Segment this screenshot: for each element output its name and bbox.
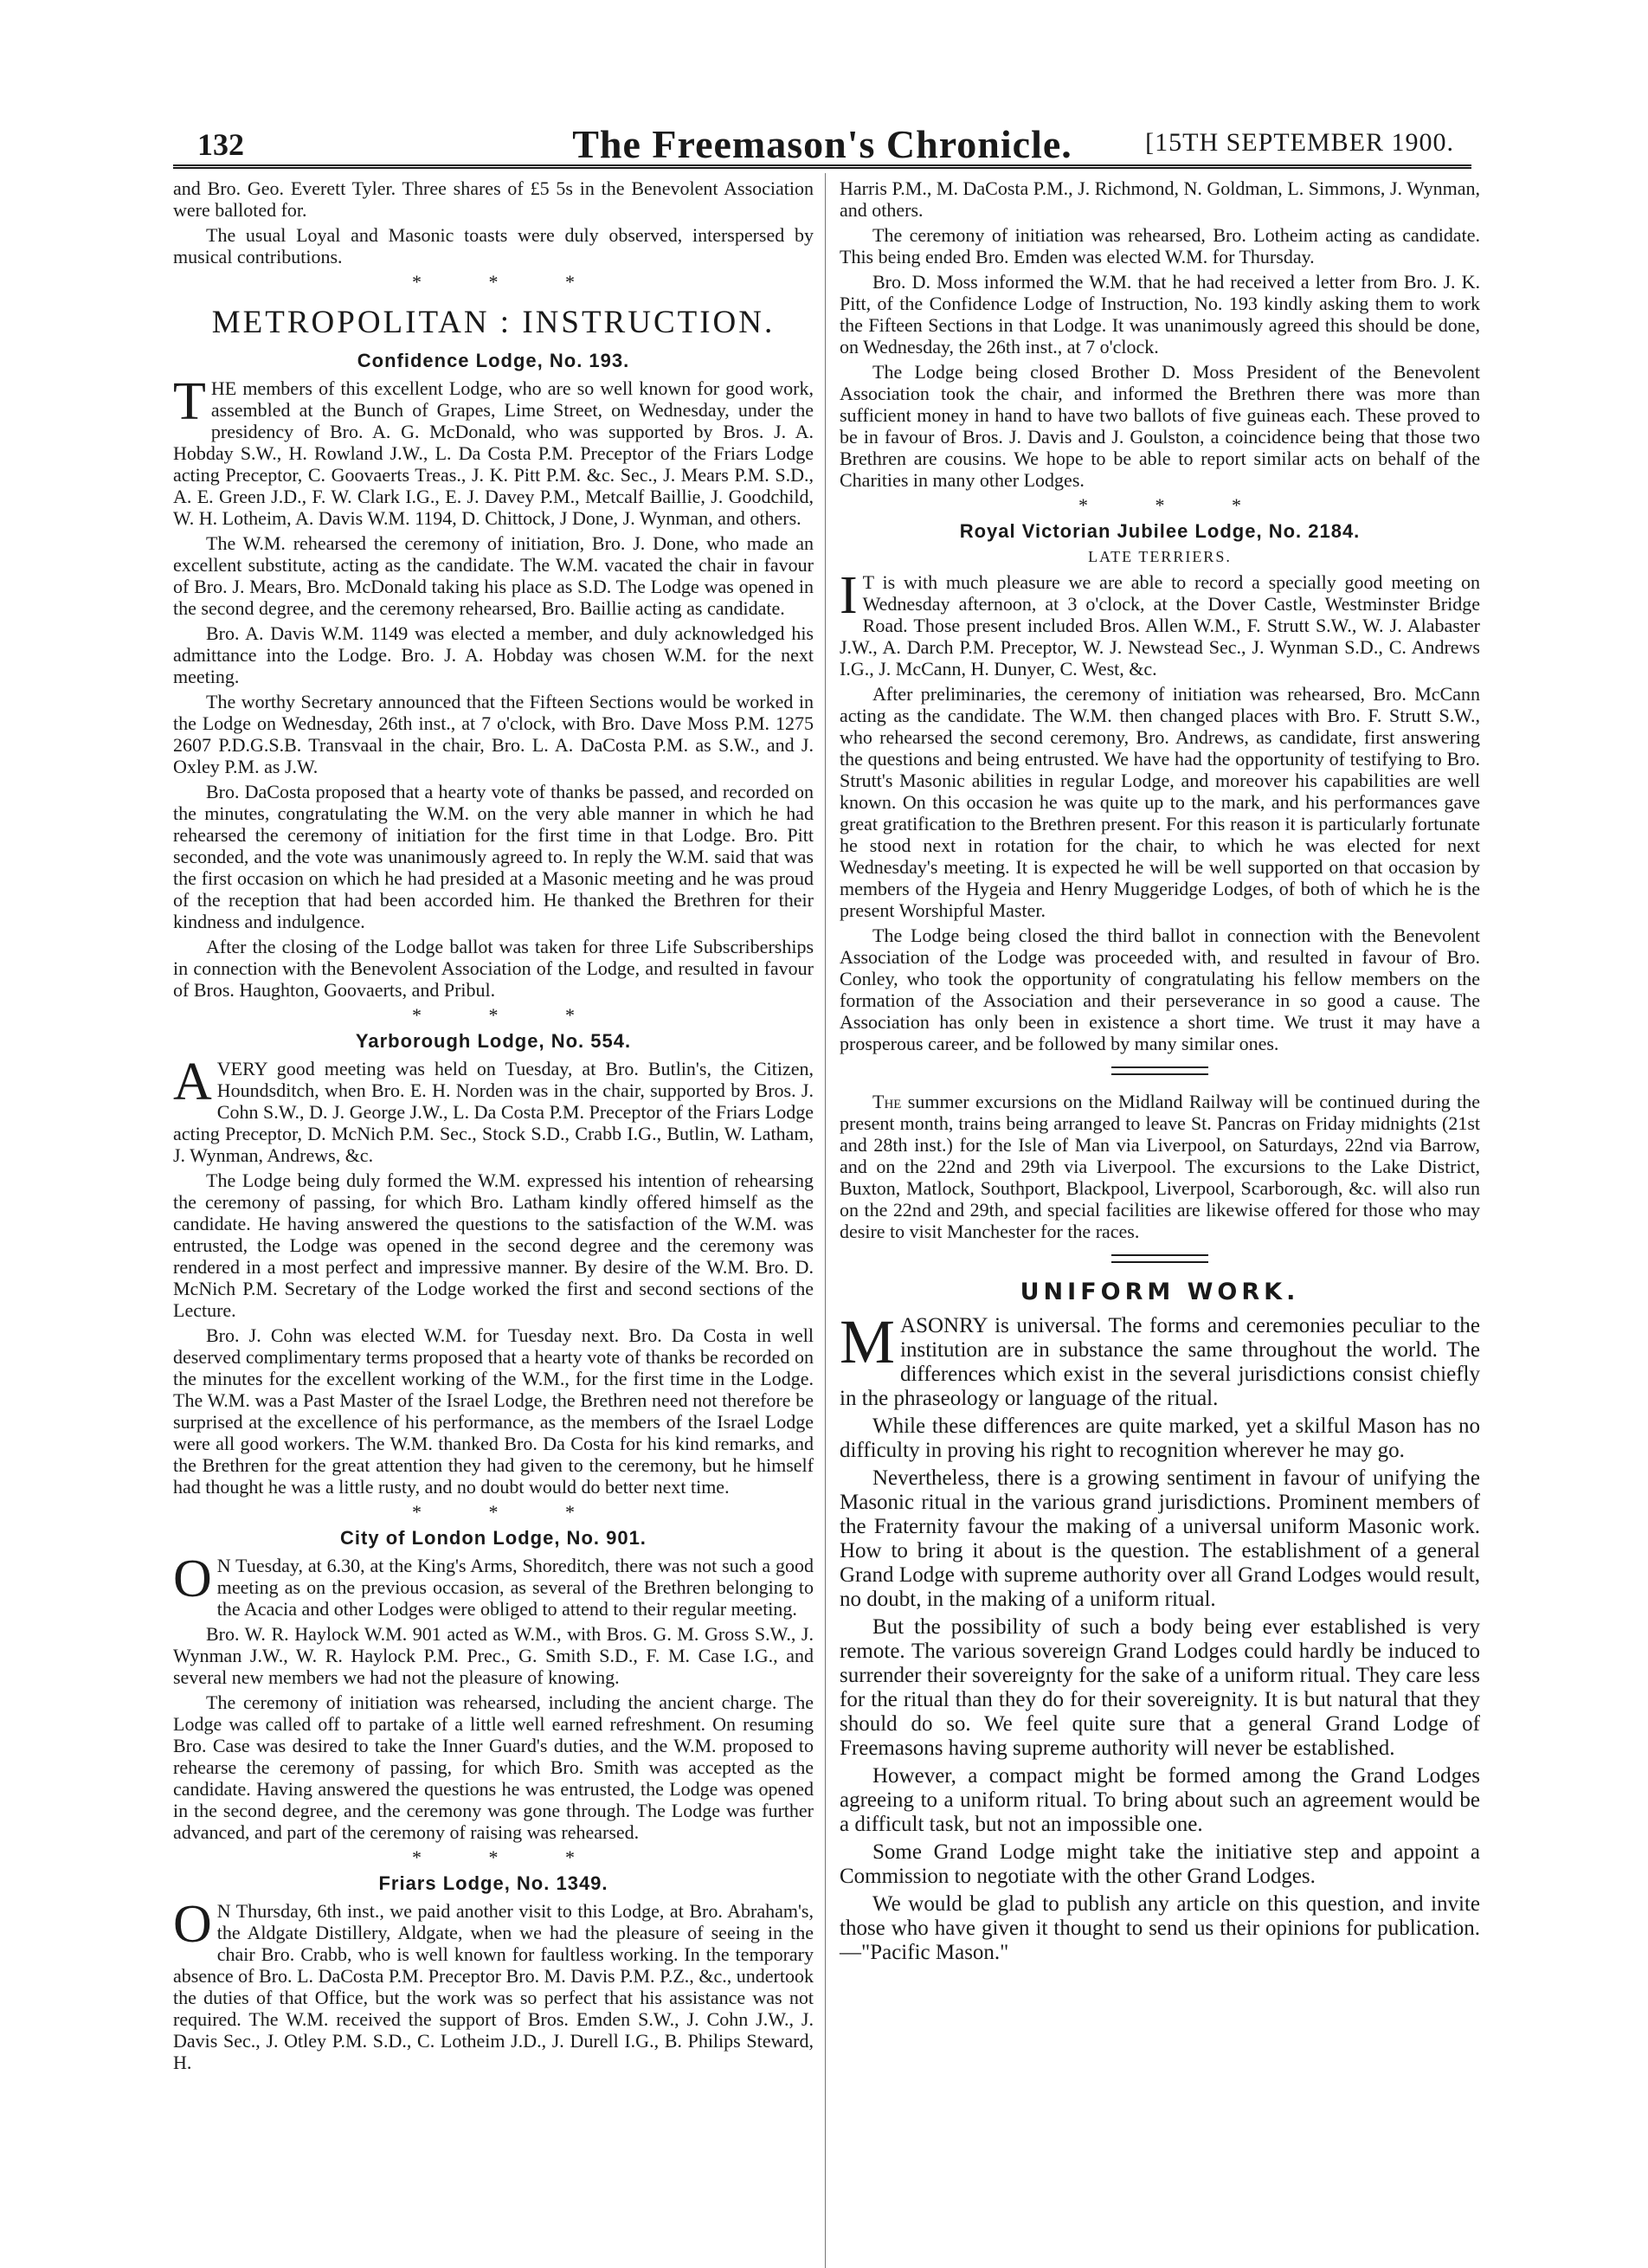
article-friars-lodge (173, 1872, 814, 2073)
article-paragraph: After the closing of the Lodge ballot was taken for three Life Subscriberships in connection with the Benevolent Association of the Lodge, and resulted in favour of Bros. Haughton, Goovaerts, and Pribul. (173, 936, 814, 1001)
article-paragraph: The W.M. rehearsed the ceremony of initiation, Bro. J. Done, who made an excellent substitute, acting as the candidate. The W.M. vacated the chair in favour of Bro. J. Mears, Bro. McDonald taking his place as S.D. The Lodge was opened in the second degree, and the ceremony rehearsed, Bro. Baillie acting as candidate. (173, 532, 814, 619)
separator-stars: * * * (412, 271, 606, 293)
article-paragraph: While these differences are quite marked, yet a skilful Mason has no difficulty in proving his right to recognition wherever he may go. (840, 1414, 1480, 1462)
article-paragraph: However, a compact might be formed among the Grand Lodges agreeing to a uniform ritual. To bring about such an agreement would be a difficult task, but not an impossible one. (840, 1764, 1480, 1836)
column-divider (825, 173, 826, 2268)
article-royal-victorian-jubilee-lodge (840, 520, 1480, 1054)
drop-cap: O (173, 1550, 212, 1608)
separator-stars: * * * (412, 1846, 606, 1868)
article-yarborough-lodge (173, 1030, 814, 1498)
article-paragraph: N Thursday, 6th inst., we paid another visit to this Lodge, at Bro. Abraham's, the Aldgate Distillery, Aldgate, when we had the pleasure of seeing in the chair Bro. Crabb, who is well known for faultless working. In the temporary absence of Bro. L. DaCosta P.M. Preceptor Bro. M. Davis P.M. P.Z., &c., undertook the duties of that Office, but the work was so perfect that his assistance was not required. The W.M. received the support of Bros. Emden S.W., J. Cohn J.W., J. Davis Sec., J. Otley P.M. S.D., C. Lotheim J.D., J. Durell I.G., B. Philips Steward, H. (173, 1900, 814, 2073)
header-rule (173, 164, 1471, 169)
page-number: 132 (197, 127, 244, 162)
separator-stars: * * * (412, 1004, 606, 1026)
lodge-heading: Royal Victorian Jubilee Lodge, No. 2184. (959, 520, 1361, 542)
article-midland-railway (840, 1091, 1480, 1242)
article-paragraph: Some Grand Lodge might take the initiative step and appoint a Commission to negotiate with the other Grand Lodges. (840, 1840, 1480, 1888)
article-paragraph: We would be glad to publish any article on this question, and invite those who have given it thought to send us their opinions for publication.—"Pacific Mason." (840, 1892, 1480, 1964)
article-paragraph: N Tuesday, at 6.30, at the King's Arms, Shoreditch, there was not such a good meeting as on the previous occasion, as several of the Brethren belonging to the Acacia and other Lodges were obliged to attend to their regular meeting. (216, 1555, 814, 1620)
article-paragraph: Bro. D. Moss informed the W.M. that he had received a letter from Bro. J. K. Pitt, of the Confidence Lodge of Instruction, No. 193 kindly asking them to work the Fifteen Sections in that Lodge. It was unanimously agreed this should be done, on Wednesday, the 26th inst., at 7 o'clock. (840, 271, 1480, 358)
lead-word: The (872, 1091, 902, 1112)
article-paragraph: Bro. J. Cohn was elected W.M. for Tuesday next. Bro. Da Costa in well deserved complimentary terms proposed that a hearty vote of thanks be recorded on the minutes for the excellent working of the W.M., for the first time in the Lodge. The W.M. was a Past Master of the Israel Lodge, the Brethren need not therefore be surprised at the excellence of his performance, as the members of the Israel Lodge were all good workers. The W.M. thanked Bro. Da Costa for his kind remarks, and the Brethren for the great attention they had given to the ceremony, but he himself had thought he was a little rusty, and no doubt would do better next time. (173, 1324, 814, 1498)
article-paragraph: The ceremony of initiation was rehearsed, including the ancient charge. The Lodge was called off to partake of a little well earned refreshment. On resuming Bro. Case was desired to take the Inner Guard's duties, and the W.M. proposed to rehearse the ceremony of passing, for which Bro. Smith was accepted as the candidate. Having answered the questions he was entrusted, the Lodge was opened in the second degree, and the ceremony was gone through. The Lodge was further advanced, and part of the ceremony of raising was rehearsed. (173, 1691, 814, 1843)
article-paragraph: Nevertheless, there is a growing sentiment in favour of unifying the Masonic ritual in the various grand jurisdictions. Prominent members of the Fraternity favour the making of a universal uniform Masonic work. How to bring it about is the question. The establishment of a general Grand Lodge with supreme authority over all Grand Lodges would result, no doubt, in the making of a uniform ritual. (840, 1466, 1480, 1611)
article-paragraph: Bro. W. R. Haylock W.M. 901 acted as W.M., with Bros. G. M. Gross S.W., J. Wynman J.W., W. R. Haylock P.M. Prec., G. Smith S.D., F. M. Case I.G., and several new members we had not the pleasure of knowing. (173, 1623, 814, 1688)
left-column (173, 177, 814, 2077)
article-paragraph: After preliminaries, the ceremony of initiation was rehearsed, Bro. McCann acting as the candidate. The W.M. then changed places with Bro. F. Strutt S.W., who rehearsed the second ceremony, Bro. Andrews, as candidate, first answering the questions and being entrusted. We have had the opportunity of testifying to Bro. Strutt's Masonic abilities in regular Lodge, and moreover his capabilities are well known. On this occasion he was quite up to the mark, and his performances gave great gratification to the Brethren present. For this reason it is particularly fortunate he stood next in rotation for the chair, to which he was elected for next Wednesday's meeting. It is expected he will be well supported on that occasion by members of the Hygeia and Henry Muggeridge Lodges, of both of which he is the present Worshipful Master. (840, 683, 1480, 921)
article-paragraph: The Lodge being closed the third ballot in connection with the Benevolent Association of the Lodge was proceeded with, and resulted in favour of Bro. Conley, who took the opportunity of congratulating his fellow members on the formation of the Association and their perseverance in so good a cause. The Association has only been in existence a short time. We trust it may have a prosperous career, and be followed by many similar ones. (840, 925, 1480, 1054)
article-heading: UNIFORM WORK. (1020, 1279, 1300, 1305)
article-paragraph: The ceremony of initiation was rehearsed, Bro. Lotheim acting as candidate. This being ended Bro. Emden was elected W.M. for Thursday. (840, 224, 1480, 267)
article-paragraph: VERY good meeting was held on Tuesday, at Bro. Butlin's, the Citizen, Houndsditch, when Bro. E. H. Norden was in the chair, supported by Bros. J. Cohn S.W., D. J. George J.W., L. Da Costa P.M. Preceptor of the Friars Lodge acting Preceptor, D. McNich P.M. Sec., Stock S.D., Crabb I.G., Butlin, W. Latham, J. Wynman, Andrews, &c. (173, 1058, 814, 1166)
article-confidence-lodge (173, 350, 814, 1001)
lodge-heading: Yarborough Lodge, No. 554. (355, 1030, 632, 1052)
article-paragraph: Bro. A. Davis W.M. 1149 was elected a member, and duly acknowledged his admittance into the Lodge. Bro. J. A. Hobday was chosen W.M. for the next meeting. (173, 622, 814, 687)
section-title: METROPOLITAN : INSTRUCTION. (211, 305, 776, 340)
drop-cap: I (840, 566, 858, 625)
lodge-heading: City of London Lodge, No. 901. (340, 1527, 647, 1549)
page-header (173, 121, 1471, 164)
article-paragraph: Harris P.M., M. DaCosta P.M., J. Richmond, N. Goldman, L. Simmons, J. Wynman, and others. (840, 177, 1480, 221)
article-paragraph: The worthy Secretary announced that the Fifteen Sections would be worked in the Lodge on Wednesday, 26th inst., at 7 o'clock, with Bro. Dave Moss P.M. 1275 2607 P.D.G.S.B. Transvaal in the chair, Bro. L. A. DaCosta P.M. as S.W., and J. Oxley P.M. as J.W. (173, 691, 814, 777)
issue-date: [15TH SEPTEMBER 1900. (1145, 128, 1454, 157)
lodge-subheading: LATE TERRIERS. (1088, 548, 1232, 565)
right-column (840, 177, 1480, 1968)
drop-cap: A (173, 1053, 212, 1111)
section-rule (1111, 1254, 1208, 1263)
article-paragraph: Bro. DaCosta proposed that a hearty vote of thanks be passed, and recorded on the minutes, congratulating the W.M. on the very able manner in which he had rehearsed the ceremony of initiation for the first time in that Lodge. Bro. Pitt seconded, and the vote was unanimously agreed to. In reply the W.M. said that was the first occasion on which he had presided at a Masonic meeting and he was proud of the reception that had been accorded him. He thanked the Brethren for their kindness and indulgence. (173, 781, 814, 932)
article-city-of-london-lodge (173, 1527, 814, 1843)
section-rule (1111, 1066, 1208, 1075)
article-paragraph: But the possibility of such a body being ever established is very remote. The various sovereign Grand Lodges could hardly be induced to surrender their sovereignty for the sake of a uniform ritual. They care less for the ritual than they do for their sovereignity. It is but natural that they should do so. We feel quite sure that a general Grand Lodge of Freemasons having supreme authority will never be established. (840, 1615, 1480, 1760)
masthead-title: The Freemason's Chronicle. (572, 122, 1072, 166)
intro-paragraph-2: The usual Loyal and Masonic toasts were duly observed, interspersed by musical contributions. (173, 224, 814, 267)
drop-cap: M (840, 1307, 896, 1376)
article-paragraph: HE members of this excellent Lodge, who are so well known for good work, assembled at the Bunch of Grapes, Lime Street, on Wednesday, under the presidency of Bro. A. G. McDonald, who was supported by Bros. J. A. Hobday S.W., H. Rowland J.W., L. Da Costa P.M. Preceptor of the Friars Lodge acting Preceptor, C. Goovaerts Treas., J. K. Pitt P.M. &c. Sec., J. Mears P.M. S.D., A. E. Green J.D., F. W. Clark I.G., E. J. Davey P.M., Metcalf Baillie, J. Goodchild, W. H. Lotheim, A. Davis W.M. 1194, D. Chittock, J Done, J. Wynman, and others. (173, 377, 814, 529)
article-paragraph: summer excursions on the Midland Railway will be continued during the present month, trains being arranged to leave St. Pancras on Friday midnights (21st and 28th inst.) for the Isle of Man via Liverpool, on Saturdays, 22nd via Barrow, and on the 22nd and 29th via Liverpool. The excursions to the Lake District, Buxton, Matlock, Southport, Blackpool, Liverpool, Scarborough, &c. will also run on the 22nd and 29th, and special facilities are likewise offered for those who may desire to visit Manchester for the races. (840, 1091, 1480, 1242)
separator-stars: * * * (412, 1501, 606, 1523)
lodge-heading: Friars Lodge, No. 1349. (378, 1872, 608, 1894)
article-paragraph: The Lodge being duly formed the W.M. expressed his intention of rehearsing the ceremony of passing, for which Bro. Latham kindly offered himself as the candidate. He having answered the questions to the satisfaction of the W.M. was entrusted, the Lodge was opened in the second degree and the ceremony was rendered in a most perfect and impressive manner. By desire of the W.M. Bro. D. McNich P.M. Secretary of the Lodge worked the first and second sections of the Lecture. (173, 1169, 814, 1321)
article-paragraph: ASONRY is universal. The forms and ceremonies peculiar to the institution are in substance the same throughout the world. The differences which exist in the several jurisdictions consist chiefly in the phraseology or language of the ritual. (840, 1314, 1480, 1410)
article-uniform-work (840, 1279, 1480, 1965)
drop-cap: O (173, 1895, 212, 1954)
separator-stars: * * * (1078, 494, 1272, 516)
lodge-heading: Confidence Lodge, No. 193. (357, 350, 630, 371)
intro-paragraph-1: and Bro. Geo. Everett Tyler. Three shares of £5 5s in the Benevolent Association were balloted for. (173, 177, 814, 221)
article-paragraph: The Lodge being closed Brother D. Moss President of the Benevolent Association took the chair, and informed the Brethren there was more than sufficient money in hand to have two ballots of five guineas each. These proved to be in favour of Bros. J. Davis and J. Goulston, a coincidence being that those two Brethren are cousins. We hope to be able to report similar acts on behalf of the Charities in many other Lodges. (840, 361, 1480, 491)
article-friars-lodge-continued (840, 177, 1480, 491)
drop-cap: T (173, 372, 206, 431)
article-paragraph: T is with much pleasure we are able to record a specially good meeting on Wednesday afternoon, at 3 o'clock, at the Dover Castle, Westminster Bridge Road. Those present included Bros. Allen W.M., F. Strutt S.W., W. J. Alabaster J.W., A. Darch P.M. Preceptor, W. J. Newstead Sec., J. Wynman S.D., C. Andrews I.G., J. McCann, H. Dunyer, C. West, &c. (840, 571, 1480, 680)
